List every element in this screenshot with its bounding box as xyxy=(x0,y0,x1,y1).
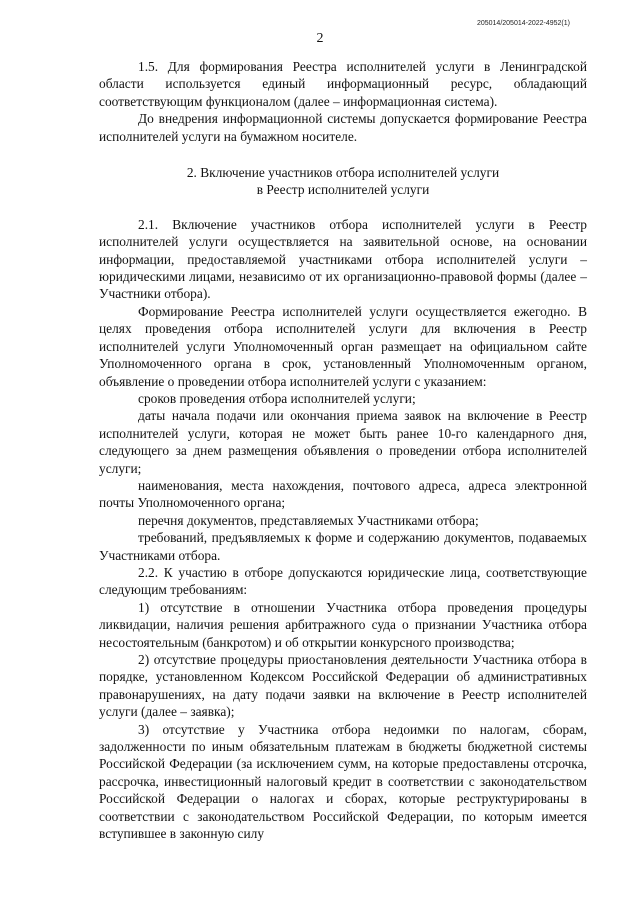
document-body xyxy=(99,58,587,842)
document-id: 205014/205014-2022-4952(1) xyxy=(476,20,570,27)
paragraph-2-2: 2.2. К участию в отборе допускаются юридические лица, соответствующие следующим требованиям: xyxy=(99,564,587,598)
section-heading-line-2: в Реестр исполнителей услуги xyxy=(256,182,430,198)
section-heading xyxy=(99,164,587,199)
list-item-requirements: требований, предъявляемых к форме и содержанию документов, подаваемых Участниками отбора. xyxy=(99,530,587,563)
list-item-address: наименования, места нахождения, почтового адреса, адреса электронной почты Уполномоченного органа; xyxy=(99,477,587,511)
paragraph-2-1: 2.1. Включение участников отбора исполнителей услуги в Реестр исполнителей услуги осуществляется на заявительной основе, на основании информации, предоставляемой участниками отбора исполнителей услуги – юридическими лицами, независимо от их организационно-правовой формы (далее – Участники отбора). xyxy=(99,216,587,302)
requirement-2: 2) отсутствие процедуры приостановления деятельности Участника отбора в порядке, установленном Кодексом Российской Федерации об административных правонарушениях, на дату подачи заявки на включение в Реестр исполнителей услуги (далее – заявка); xyxy=(99,652,587,720)
list-item-dates: даты начала подачи или окончания приема заявок на включение в Реестр исполнителей услуги, которая не может быть ранее 10-го календарного дня, следующего за днем размещения объявления о проведении отбора исполнителей услуги; xyxy=(99,408,587,476)
paragraph-annual-formation: Формирование Реестра исполнителей услуги осуществляется ежегодно. В целях проведения отбора исполнителей услуги для включения в Реестр исполнителей услуги Уполномоченный орган размещает на официальном сайте Уполномоченного органа в срок, установленный Уполномоченным органом, объявление о проведении отбора исполнителей услуги с указанием: xyxy=(99,303,587,389)
list-item-deadlines: сроков проведения отбора исполнителей услуги; xyxy=(138,390,416,406)
list-item-documents: перечня документов, представляемых Участниками отбора; xyxy=(138,512,479,528)
section-heading-line-1: 2. Включение участников отбора исполнителей услуги xyxy=(186,165,500,181)
paragraph-1-5: 1.5. Для формирования Реестра исполнителей услуги в Ленинградской области используется единый информационный ресурс, обладающий соответствующим функционалом (далее – информационная система). xyxy=(99,59,587,109)
requirement-3: 3) отсутствие у Участника отбора недоимки по налогам, сборам, задолженности по иным обязательным платежам в бюджеты бюджетной системы Российской Федерации (за исключением сумм, на которые предоставлены отсрочка, рассрочка, инвестиционный налоговый кредит в соответствии с законодательством Российской Федерации о налогах и сборах, которые реструктурированы в соответствии с законодательством Российской Федерации, по которым имеется вступившее в законную силу xyxy=(99,721,587,842)
page-number: 2 xyxy=(316,31,324,46)
paragraph-paper-register: До внедрения информационной системы допускается формирование Реестра исполнителей услуги на бумажном носителе. xyxy=(99,111,587,144)
requirement-1: 1) отсутствие в отношении Участника отбора проведения процедуры ликвидации, наличия решения арбитражного суда о признании Участника отбора несостоятельным (банкротом) и об открытии конкурсного производства; xyxy=(99,599,587,650)
